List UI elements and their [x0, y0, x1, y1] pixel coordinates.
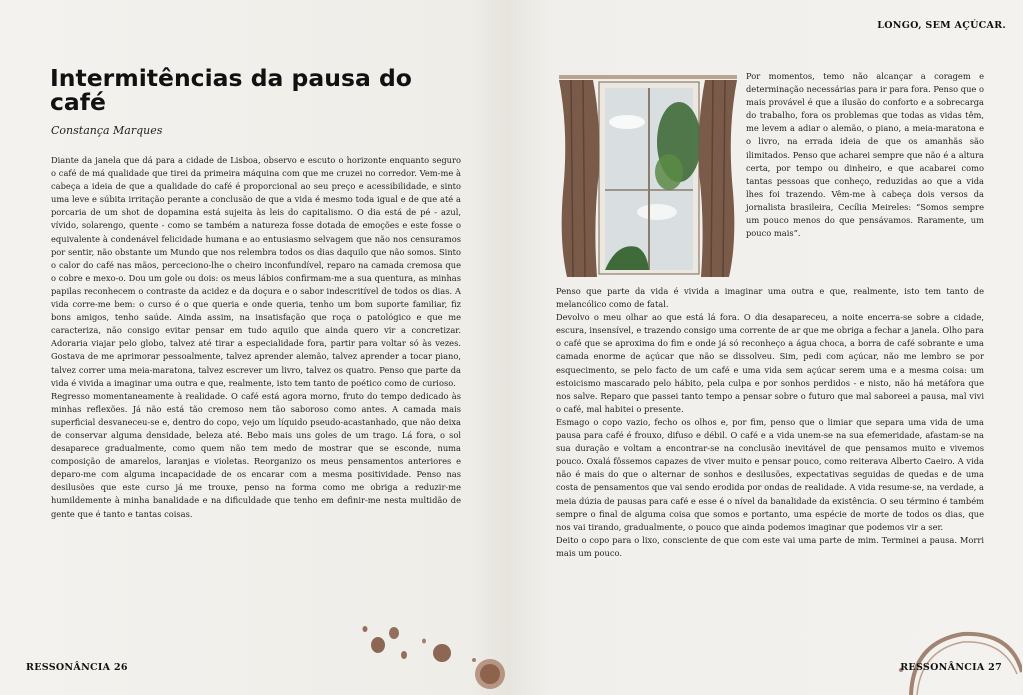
coffee-stain-icon: [350, 615, 460, 670]
section-header: LONGO, SEM AÇÚCAR.: [877, 20, 1006, 31]
article-author: Constança Marques: [51, 124, 163, 137]
paragraph: Regresso momentaneamente à realidade. O café está agora morno, fruto do tempo dedicado às minhas reflexões. Já não está tão cremoso nem tão saboroso como antes. A camada mais superficial desvaneceu-se e, dentro do copo, vejo um líquido pseudo-acastanhado, que não deixa de conservar alguma densidade, beleza até. Bebo mais uns goles de um trago. Lá fora, o sol desaparece gradualmente, como quem não tem medo de mostrar que se esconde, numa composição de amarelos, laranjas e violetas. Reorganizo os meus pensamentos anteriores e deparo-me com alguma incapacidade de os encarar com a mesma positividade. Penso nas desilusões que este curso já me trouxe, penso na forma como me obriga a reduzir-me humildemente à minha banalidade e na dificuldade que tenho em definir-me nesta multidão de gente que é tanto e tantas coisas.: [51, 390, 461, 519]
right-page: [511, 0, 1022, 695]
page-footer: RESSONÂNCIA 27: [900, 662, 1002, 673]
right-lead-text: Por momentos, temo não alcançar a coragem e determinação necessárias para ir para fora. Penso que o mais provável é que a ilusão do conforto e a sobrecarga do trabalho, fora os problemas que todas as vidas têm, me levem a adiar o alemão, o piano, a meia-maratona e o livro, na errada ideia de que os amanhãs são ilimitados. Penso que acharei sempre que não é a altura certa, por tempo ou dinheiro, e que acabarei como tantas pessoas que conheço, reduzidas ao que a vida lhes foi trazendo. Vêm-me à cabeça dois versos da jornalista brasileira, Cecília Meireles: “Somos sempre um pouco menos do que pensávamos. Raramente, um pouco mais”.: [746, 71, 984, 239]
paragraph: Diante da janela que dá para a cidade de Lisboa, observo e escuto o horizonte enquanto seguro o café de má qualidade que tirei da primeira máquina com que me cruzei no corredor. Vem-me à cabeça a ideia de que a qualidade do café é proporcional ao seu preço e acessibilidade, e sinto uma leve e súbita irritação perante a conclusão de que a vida é mesmo toda igual e de que até a porcaria de um shot de dopamina está sujeita às leis do capitalismo. O dia está de pé - azul, vívido, solarengo, quente - como se também a natureza fosse dotada de emoções e este fosse o equivalente à condenável felicidade humana e ao entusiasmo selvagem que não nos censuramos por sentir, não obstante um Mundo que nos relembra todos os dias daquilo que não somos. Sinto o calor do café nas mãos, perceciono-lhe o cheiro inconfundível, reparo na camada cremosa que o cobre e mexo-o. Dou um gole ou dois: os meus lábios confirmam-me a sua quentura, as minhas papilas reconhecem o contraste da acidez e da doçura e o sabor indescritível de todos os dias. A vida corre-me bem: o curso é o que queria e onde queria, tenho um bom suporte familiar, fiz bons amigos, tenho saúde. Ainda assim, na insatisfação que roça o patológico e que me caracteriza, não consigo evitar pensar em tudo aquilo que ainda quero vir a concretizar. Adoraria viajar pelo globo, talvez até tirar a especialidade fora, partir para voltar só às vezes. Gostava de me aprimorar pessoalmente, talvez aprender alemão, talvez aprender a tocar piano, talvez correr uma meia-maratona, talvez escrever um livro, talvez os quatro. Penso que parte da vida é vivida a imaginar uma outra e que, realmente, isto tem tanto de poético como de curioso.: [51, 155, 461, 388]
paragraph: Deito o copo para o lixo, consciente de que com este vai uma parte de mim. Terminei a pausa. Morri mais um pouco.: [556, 534, 984, 558]
article-title: Intermitências da pausa do café: [50, 64, 412, 116]
paragraph: Esmago o copo vazio, fecho os olhos e, por fim, penso que o limiar que separa uma vida de uma pausa para café é frouxo, difuso e débil. O café e a vida unem-se na sua efemeridade, afastam-se na sua duração e voltam a encontrar-se na conclusão inevitável de que pensamos muito e vivemos pouco. Oxalá fôssemos capazes de viver muito e pensar pouco, como reiterava Alberto Caeiro. A vida não é mais do que o alternar de sonhos e desilusões, expectativas seguidas de quedas e de uma costa de pensamentos que vai sendo erodida por ondas de realidade. A vida resume-se, na verdade, a meia dúzia de pausas para café e esse é o nível da banalidade da existência. O seu término é também sempre o final de alguma coisa que somos e portanto, uma espécie de morte de todos os dias, que nos vai tirando, gradualmente, o pouco que ainda podemos imaginar que podemos vir a ser.: [556, 416, 984, 532]
coffee-stain-icon: [468, 650, 511, 695]
coffee-stain-icon: [893, 612, 1022, 695]
left-page: [0, 0, 511, 695]
right-body-text: [556, 285, 984, 560]
left-body-text: [51, 154, 461, 521]
paragraph: Penso que parte da vida é vivida a imaginar uma outra e que, realmente, isto tem tanto de melancólico como de fatal.: [556, 286, 984, 310]
page-footer: RESSONÂNCIA 26: [26, 662, 128, 673]
paragraph: Devolvo o meu olhar ao que está lá fora. O dia desapareceu, a noite encerra-se sobre a cidade, escura, insensível, e trazendo consigo uma corrente de ar que me obriga a fechar a janela. Olho para o café que se aproxima do fim e onde já só reconheço a água choca, a borra de café sobrante e uma camada enorme de açúcar que não se dissolveu. Sim, pedi com açúcar, não me lembro se por esquecimento, se pelo facto de um café e uma vida sem açúcar serem uma e a mesma coisa: um estoicismo mascarado pelo hábito, pela culpa e por sonhos perdidos - e nisto, não há metáfora que nos salve. Reparo que passei tanto tempo a pensar sobre o futuro que mal saboreei a pausa, mal vivi o café, mal habitei o presente.: [556, 312, 984, 414]
window-curtains-illustration: [557, 72, 739, 284]
